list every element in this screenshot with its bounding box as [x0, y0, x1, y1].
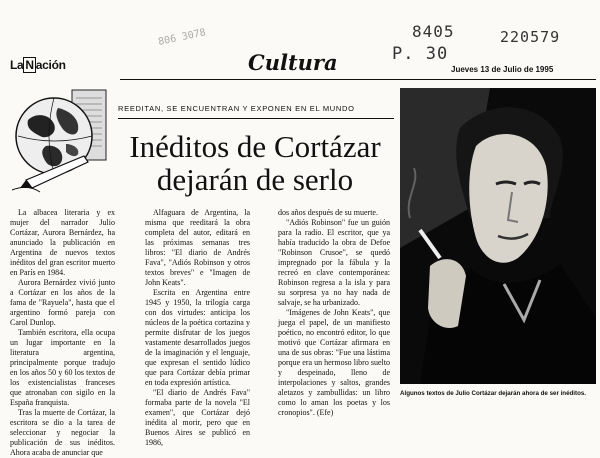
column-1-paragraph: Tras la muerte de Cortázar, la escritora se dio a la tarea de seleccionar y negociar la publicación de sus inéditos. Ahora acaba de anunciar que	[10, 408, 115, 457]
article-kicker: REEDITAN, SE ENCUENTRAN Y EXPONEN EN EL MUNDO	[118, 104, 355, 113]
section-title: Cultura	[248, 50, 338, 75]
issue-date: Jueves 13 de Julio de 1995	[451, 65, 554, 74]
logo-acion: ación	[35, 58, 66, 72]
column-2-paragraph: Escrita en Argentina entre 1945 y 1950, la trilogía carga con dos virtudes: anticipa los núcleos de la poética cortazina y permite disfrutar de los juegos vastamente desarrollados juegos de la imaginación y el lenguaje, que expresan el sentido lúdico que para Cortázar debía primar en toda expresión artística.	[145, 288, 250, 387]
handwritten-note-number: 8405	[412, 22, 455, 41]
article-column-2	[145, 208, 250, 447]
column-2-paragraph: Alfaguara de Argentina, la misma que reeditará la obra completa del autor, editará en las próximas semanas tres libros: "El diario de Andrés Fava", "Adiós Robinson y otros textos breves" e "Imagen de John Keats".	[145, 208, 250, 287]
column-1-paragraph: Aurora Bernárdez vivió junto a Cortázar en los años de la fama de "Rayuela", hasta que el argentino formó pareja con Carol Dunlop.	[10, 278, 115, 327]
newspaper-logo	[10, 58, 66, 72]
headline-line-2: dejarán de serlo	[156, 162, 354, 197]
header-rule	[120, 79, 596, 80]
kicker-rule	[118, 118, 394, 119]
article-column-3	[278, 208, 390, 417]
article-headline	[120, 130, 390, 196]
globe-writing-illustration	[6, 84, 114, 196]
column-3-paragraph: "Imágenes de John Keats", que juega el papel, de un manifiesto poético, no encontró editor, lo que motivó que Cortázar afirmara en una de sus obras: "Fue una lástima porque era un hermoso libro suelto y despeinado, lleno de interpolaciones y saltos, grandes aletazos y zambullidas: un libro como lo aman los poetas y los cronopios". (Efe)	[278, 308, 390, 417]
column-1-paragraph: La albacea literaria y ex mujer del narrador Julio Cortázar, Aurora Bernárdez, ha anunciado la publicación en Argentina de nuevos textos inéditos del gran escritor muerto en París en 1984.	[10, 208, 115, 277]
column-2-paragraph: "El diario de Andrés Fava" formaba parte de la novela "El examen", que Cortázar dejó inédita al morir, pero que en Buenos Aires se publicó en 1986,	[145, 388, 250, 447]
logo-la: La	[10, 58, 24, 72]
headline-line-1: Inéditos de Cortázar	[129, 129, 381, 164]
cortazar-portrait-photo	[400, 88, 596, 384]
column-1-paragraph: También escritora, ella ocupa un lugar importante en la literatura argentina, principalmente porque tradujo en los años 50 y 60 los textos de los existencialistas franceses que atronaban con sigilo en la España franquista.	[10, 328, 115, 407]
logo-n: N	[25, 58, 34, 72]
archive-stamp: 806 3078	[157, 27, 207, 48]
portrait-illustration	[400, 88, 596, 384]
column-3-paragraph: "Adiós Robinson" fue un guión para la radio. El escritor, que ya había traducido la obra de Defoe "Robinson Crusoe", se quedó impregnado por la fábula y la recreó en clave contemporánea: Robinson regresa a la isla y para su sorpresa ya no hay nada de salvaje, se ha urbanizado.	[278, 218, 390, 307]
article-column-1	[10, 208, 115, 457]
photo-caption: Algunos textos de Julio Cortázar dejarán ahora de ser inéditos.	[400, 390, 587, 397]
handwritten-note-page: P. 30	[392, 44, 449, 64]
column-3-paragraph: dos años después de su muerte.	[278, 208, 378, 217]
handwritten-note-id: 220579	[500, 28, 561, 46]
